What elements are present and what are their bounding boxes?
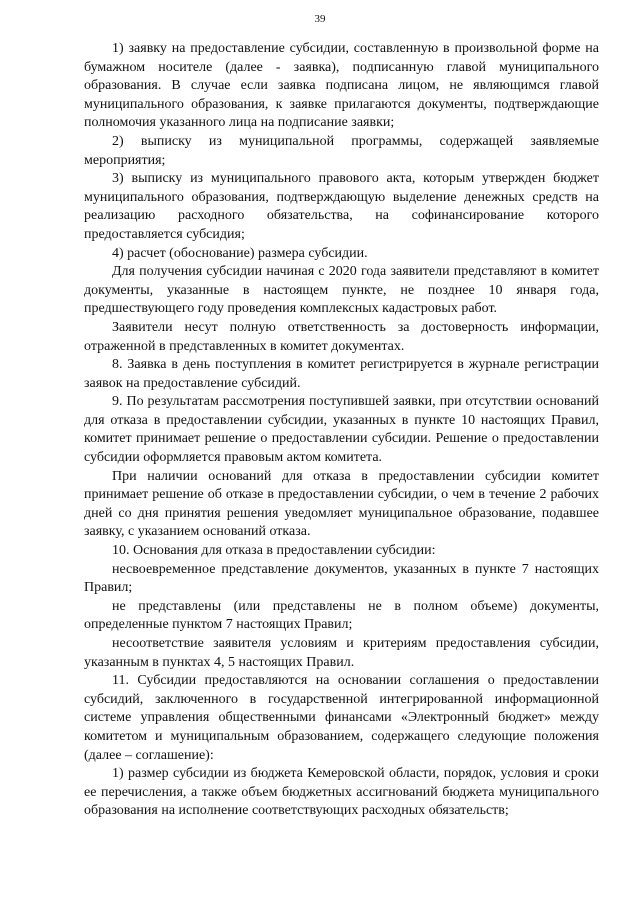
paragraph-10: 10. Основания для отказа в предоставлении субсидии: (112, 543, 436, 559)
paragraph-7: 8. Заявка в день поступления в комитет регистрируется в журнале регистрации заявок на предоставление субсидий. (84, 357, 599, 391)
paragraph-6: Заявители несут полную ответственность за достоверность информации, отраженной в представленных в комитет документах. (84, 319, 599, 354)
page-number: 39 (314, 13, 326, 25)
paragraph-2: 2) выписку из муниципальной программы, содержащей заявляемые мероприятия; (84, 133, 599, 168)
paragraph-11: несвоевременное представление документов, указанных в пункте 7 настоящих Правил; (84, 561, 599, 596)
paragraph-12: не представлены (или представлены не в полном объеме) документы, определенные пунктом 7 настоящих Правил; (84, 598, 599, 633)
paragraph-15: 1) размер субсидии из бюджета Кемеровской области, порядок, условия и сроки ее перечисления, а также объем бюджетных ассигнований бюджета муниципального образования на исполнение соответствующих расходных обязательств; (84, 766, 599, 819)
paragraph-1: 1) заявку на предоставление субсидии, составленную в произвольной форме на бумажном носителе (далее - заявка), подписанную главой муниципального образования. В случае если заявка подписана лицом, не являющимся главой муниципального образования, к заявке прилагаются документы, подтверждающие полномочия указанного лица на подписание заявки; (84, 41, 599, 131)
paragraph-9: При наличии оснований для отказа в предоставлении субсидии комитет принимает решение об отказе в предоставлении субсидии, о чем в течение 2 рабочих дней со дня принятия решения уведомляет муниципальное образование, подавшее заявку, с указанием оснований отказа. (84, 468, 599, 540)
document-body (84, 40, 599, 821)
paragraph-5: Для получения субсидии начиная с 2020 года заявители представляют в комитет документы, указанные в настоящем пункте, не позднее 10 января года, предшествующего году проведения комплексных кадастровых работ. (84, 264, 599, 317)
paragraph-3: 3) выписку из муниципального правового акта, которым утвержден бюджет муниципального образования, подтверждающую выделение денежных средств на реализацию расходного обязательства, на софинансирование которого предоставляется субсидия; (84, 171, 599, 242)
paragraph-13: несоответствие заявителя условиям и критериям предоставления субсидии, указанным в пунктах 4, 5 настоящих Правил. (84, 636, 599, 670)
paragraph-14: 11. Субсидии предоставляются на основании соглашения о предоставлении субсидий, заключенного в государственной интегрированной информационной системе управления общественными финансами «Электронный бюджет» между комитетом и муниципальным образованием, содержащего следующие положения (далее – соглашение): (84, 673, 599, 763)
paragraph-8: 9. По результатам рассмотрения поступившей заявки, при отсутствии оснований для отказа в предоставлении субсидии, указанных в пункте 10 настоящих Правил, комитет принимает решение о предоставлении субсидии. Решение о предоставлении субсидии оформляется правовым актом комитета. (84, 394, 599, 466)
paragraph-4: 4) расчет (обоснование) размера субсидии. (112, 245, 368, 261)
